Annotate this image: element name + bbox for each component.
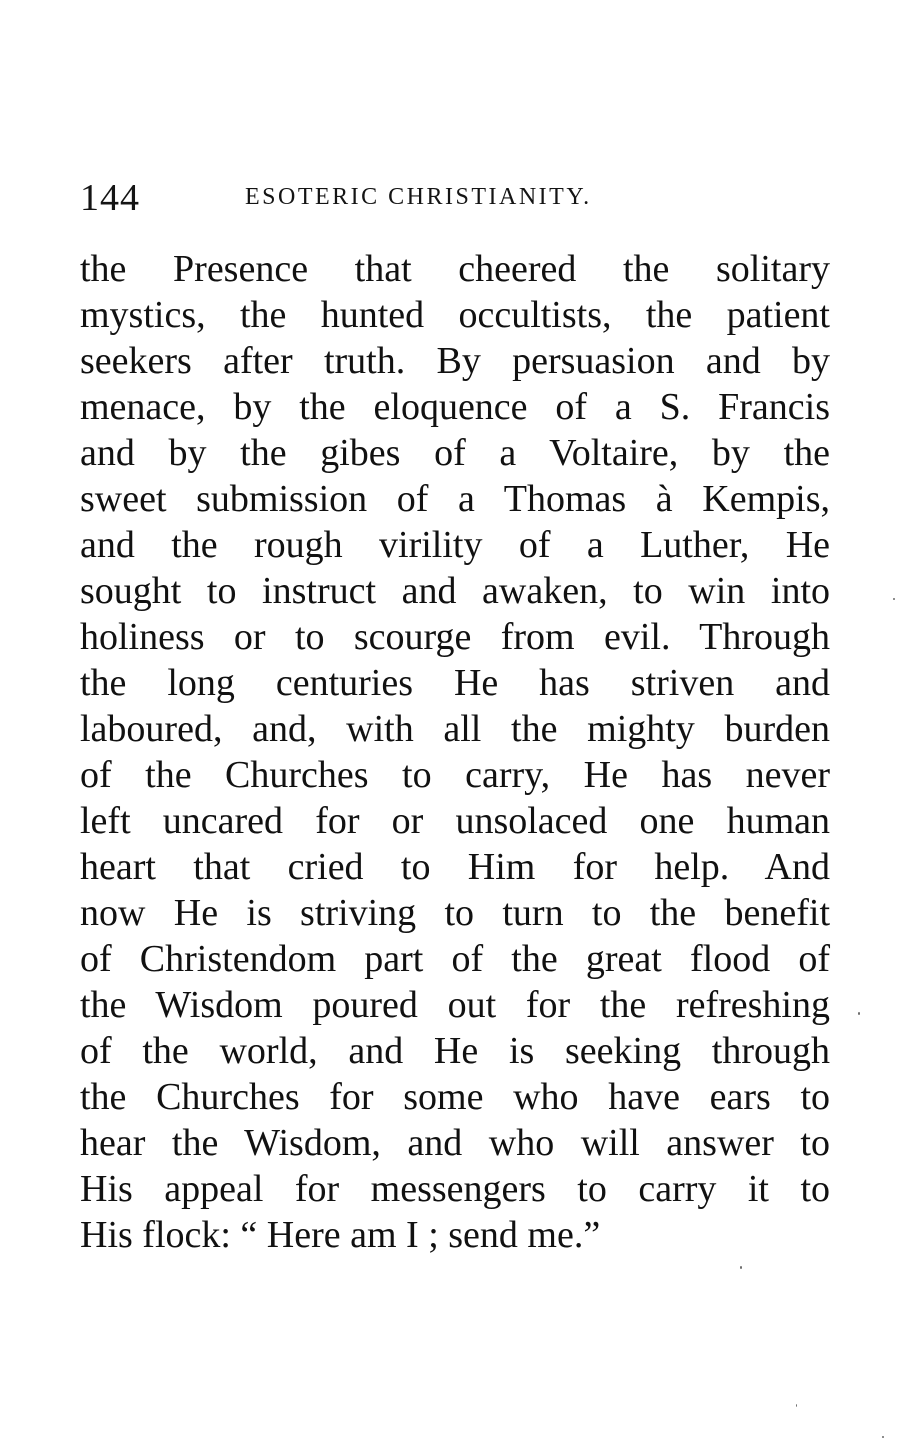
text-line: holiness or to scourge from evil. Through <box>80 616 830 658</box>
text-line: the Presence that cheered the solitary <box>80 248 830 290</box>
scan-speck <box>882 1436 884 1438</box>
scan-speck <box>893 598 895 600</box>
text-line: heart that cried to Him for help. And <box>80 846 830 888</box>
text-line: sweet submission of a Thomas à Kempis, <box>80 478 830 520</box>
text-line: of the Churches to carry, He has never <box>80 754 830 796</box>
text-line: menace, by the eloquence of a S. Francis <box>80 386 830 428</box>
text-line: sought to instruct and awaken, to win into <box>80 570 830 612</box>
text-line: hear the Wisdom, and who will answer to <box>80 1122 830 1164</box>
scan-speck <box>796 1404 797 1407</box>
text-line: and by the gibes of a Voltaire, by the <box>80 432 830 474</box>
text-line: the long centuries He has striven and <box>80 662 830 704</box>
text-line: seekers after truth. By persuasion and by <box>80 340 830 382</box>
text-line: mystics, the hunted occultists, the patient <box>80 294 830 336</box>
text-line: and the rough virility of a Luther, He <box>80 524 830 566</box>
page-header <box>80 176 830 226</box>
text-line: of Christendom part of the great flood of <box>80 938 830 980</box>
text-line: of the world, and He is seeking through <box>80 1030 830 1072</box>
text-line: the Churches for some who have ears to <box>80 1076 830 1118</box>
text-line: His flock: “ Here am I ; send me.” <box>80 1214 601 1256</box>
body-text <box>80 246 830 1258</box>
text-line: the Wisdom poured out for the refreshing <box>80 984 830 1026</box>
page-number: 144 <box>80 177 140 219</box>
text-line: now He is striving to turn to the benefit <box>80 892 830 934</box>
scan-speck <box>858 1012 860 1015</box>
text-line: His appeal for messengers to carry it to <box>80 1168 830 1210</box>
text-line: laboured, and, with all the mighty burden <box>80 708 830 750</box>
text-line: left uncared for or unsolaced one human <box>80 800 830 842</box>
running-head: ESOTERIC CHRISTIANITY. <box>245 184 592 210</box>
scan-speck <box>740 1266 742 1269</box>
